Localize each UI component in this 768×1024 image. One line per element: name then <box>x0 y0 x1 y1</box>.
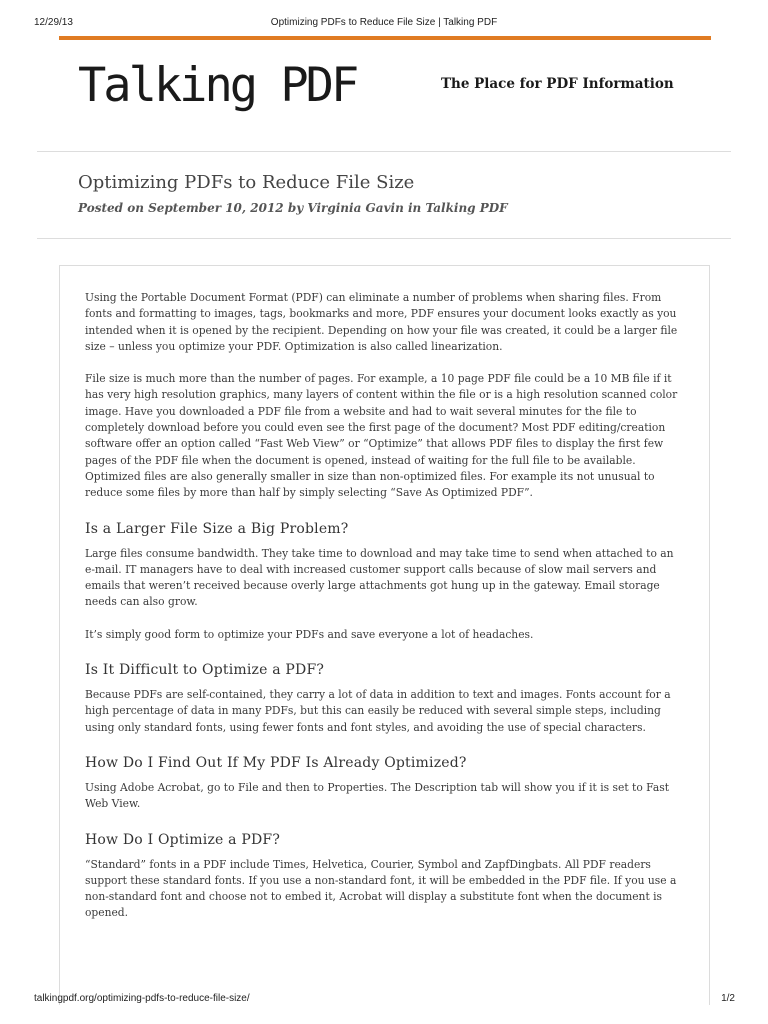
paragraph: Using the Portable Document Format (PDF) can eliminate a number of problems when sharing files. From fonts and formatting to images, tags, bookmarks and more, PDF ensures your document looks exactly as you intended when it is opened by the recipient. Depending on how your file was created, it could be a larger file size – unless you optimize your PDF. Optimization is also called linearization. <box>85 291 678 353</box>
article-body <box>59 265 710 1005</box>
site-tagline: The Place for PDF Information <box>441 76 674 92</box>
meta-divider <box>37 238 731 239</box>
paragraph: Because PDFs are self-contained, they carry a lot of data in addition to text and images. Fonts account for a high percentage of data in many PDFs, but this can easily be reduced with several simple steps, including using only standard fonts, using fewer fonts and font styles, and avoiding the use of special characters. <box>85 688 671 734</box>
print-url: talkingpdf.org/optimizing-pdfs-to-reduce-file-size/ <box>34 993 250 1004</box>
section-heading: Is a Larger File Size a Big Problem? <box>85 520 349 537</box>
post-meta: Posted on September 10, 2012 by Virginia Gavin in Talking PDF <box>78 201 508 215</box>
paragraph: Using Adobe Acrobat, go to File and then to Properties. The Description tab will show you if it is set to Fast Web View. <box>85 780 669 811</box>
site-logo[interactable]: Talking PDF <box>78 58 357 113</box>
paragraph: Large files consume bandwidth. They take time to download and may take time to send when attached to an e-mail. IT managers have to deal with increased customer support calls because of slow mail servers and emails that weren’t received because overly large attachments got hung up in the gateway. Email storage needs can also grow. <box>85 546 674 609</box>
paragraph: It’s simply good form to optimize your PDFs and save everyone a lot of headaches. <box>85 627 534 641</box>
paragraph: “Standard” fonts in a PDF include Times, Helvetica, Courier, Symbol and ZapfDingbats. All PDF readers support these standard fonts. If you use a non-standard font, it will be embedded in the PDF file. If you use a non-standard font and choose not to embed it, Acrobat will display a substitute font when the document is opened. <box>85 857 677 920</box>
section-heading: How Do I Find Out If My PDF Is Already Optimized? <box>85 754 467 771</box>
print-header <box>0 17 768 31</box>
section-heading: How Do I Optimize a PDF? <box>85 831 281 848</box>
article-content <box>85 290 685 938</box>
print-footer <box>0 993 768 1007</box>
section-heading: Is It Difficult to Optimize a PDF? <box>85 662 325 679</box>
header-divider <box>37 151 731 152</box>
print-date: 12/29/13 <box>34 17 73 28</box>
site-header <box>78 58 678 118</box>
print-page-title: Optimizing PDFs to Reduce File Size | Talking PDF <box>270 17 498 28</box>
paragraph: File size is much more than the number of pages. For example, a 10 page PDF file could be a 10 MB file if it has very high resolution graphics, many layers of content within the file or is a high resolution scanned color image. Have you downloaded a PDF file from a website and had to wait several minutes for the file to completely download before you could even see the first page of the document? Most PDF editing/creation software offer an option called “Fast Web View” or “Optimize” that allows PDF files to display the first few pages of the PDF file when the document is opened, instead of waiting for the full file to be available. Optimized files are also generally smaller in size than non-optimized files. For example its not unusual to reduce some files by more than half by simply selecting “Save As Optimized PDF”. <box>85 372 678 500</box>
accent-bar <box>59 36 711 40</box>
print-page-number: 1/2 <box>721 993 735 1004</box>
post-title: Optimizing PDFs to Reduce File Size <box>78 172 415 193</box>
